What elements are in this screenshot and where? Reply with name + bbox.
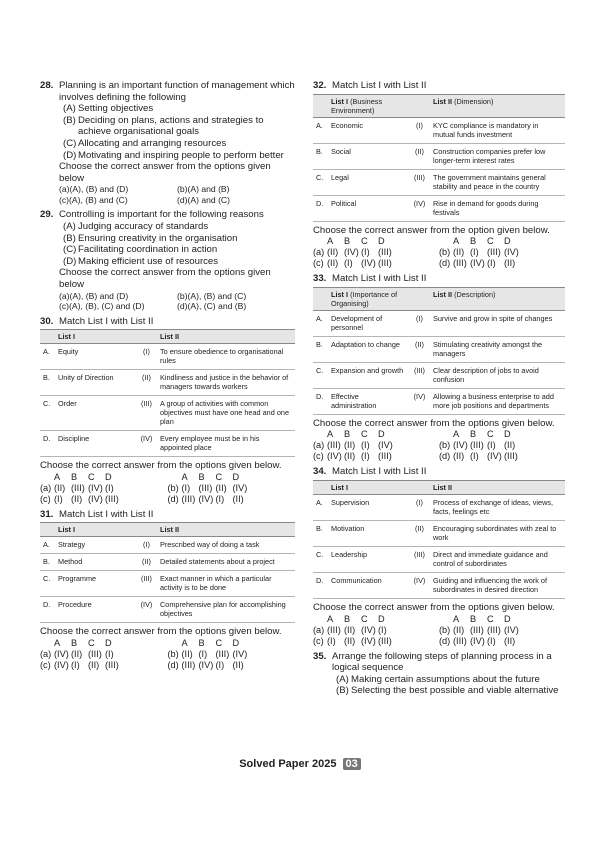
- question-35: [313, 651, 565, 697]
- table-row: A. Economic (I) KYC compliance is mandatory in mutual funds investment: [313, 117, 565, 143]
- statement: (D) Making efficient use of resources: [63, 255, 219, 267]
- list-2-header: List II: [157, 523, 295, 537]
- question-number: 32.: [313, 80, 327, 91]
- table-row: B. Social (II) Construction companies prefer low longer-term interest rates: [313, 143, 565, 169]
- answer-option-a: (a)(A), (B) and (D): [59, 290, 129, 301]
- question-34: [313, 466, 565, 646]
- answer-options: [59, 184, 295, 205]
- table-row: C. Leadership (III) Direct and immediate guidance and control of subordinates: [313, 546, 565, 572]
- match-table: [40, 522, 295, 623]
- question-29: [40, 209, 295, 311]
- instruction: Choose the correct answer from the options given below.: [40, 626, 282, 638]
- question-number: 30.: [40, 315, 54, 327]
- table-row: D. Communication (IV) Guiding and influencing the work of subordinates in desired direction: [313, 572, 565, 598]
- answer-column: A B C D (a) (II) (IV) (I) (III) (c) (II) (I) (IV) (III): [313, 236, 392, 269]
- answer-options: [59, 291, 295, 312]
- instruction: Choose the correct answer from the option given below.: [313, 224, 550, 236]
- statement: (B) Deciding on plans, actions and strategies to achieve organisational goals: [63, 114, 264, 138]
- instruction: Choose the correct answer from the options given below.: [313, 417, 555, 429]
- question-text: Planning is an important function of management which involves defining the following: [59, 80, 295, 103]
- table-header: [40, 330, 295, 344]
- question-number: 35.: [313, 650, 327, 662]
- answer-column: A B C D (b) (II) (III) (III) (IV) (d) (III) (IV) (I) (II): [439, 613, 519, 646]
- instruction: Choose the correct answer from the options given below: [59, 161, 271, 184]
- answer-column: A B C D (a) (III) (II) (IV) (I) (c) (I) (II) (IV) (III): [313, 613, 392, 646]
- table-row: A. Supervision (I) Process of exchange of ideas, views, facts, feelings etc: [313, 494, 565, 520]
- list-2-header: List II: [157, 330, 295, 344]
- table-row: D. Political (IV) Rise in demand for goods during festivals: [313, 195, 565, 221]
- table-row: C. Order (III) A group of activities with common objectives must have one head and one plan: [40, 396, 295, 431]
- table-row: B. Motivation (II) Encouraging subordinates with zeal to work: [313, 520, 565, 546]
- answer-option-c: (c)(A), (B), (C) and (D): [59, 301, 145, 311]
- list-1-header: List I: [55, 330, 136, 344]
- table-row: C. Legal (III) The government maintains general stability and peace in the country: [313, 169, 565, 195]
- question-number: 29.: [40, 209, 54, 221]
- table-row: B. Unity of Direction (II) Kindliness and justice in the behavior of managers towards workers: [40, 370, 295, 396]
- list-2-header: List II: [430, 480, 565, 494]
- statement-list: [332, 674, 565, 697]
- question-text: Match List I with List II: [332, 466, 427, 478]
- answer-option-b: (b)(A), (B) and (C): [177, 290, 247, 301]
- left-column: [40, 80, 295, 675]
- table-row: C. Programme (III) Exact manner in which a particular activity is to be done: [40, 571, 295, 597]
- answer-option-d: (d)(A) and (C): [177, 194, 231, 205]
- question-31: [40, 509, 295, 671]
- statement-list: [59, 103, 295, 161]
- statement: (D) Motivating and inspiring people to perform better: [63, 149, 284, 161]
- question-number: 34.: [313, 466, 327, 478]
- footer-label: Solved Paper 2025: [239, 758, 337, 770]
- answer-option-b: (b)(A) and (B): [177, 184, 230, 195]
- match-table: [313, 94, 565, 222]
- answer-option-a: (a)(A), (B) and (D): [59, 184, 129, 195]
- instruction: Choose the correct answer from the options given below: [59, 267, 271, 290]
- statement: (B) Ensuring creativity in the organisation: [63, 232, 238, 244]
- answer-column: A B C D (a) (II) (III) (IV) (I) (c) (I) (II) (IV) (III): [40, 471, 119, 504]
- question-32: [313, 80, 565, 269]
- table-row: D. Effective administration (IV) Allowing a business enterprise to add more job positions and departments: [313, 388, 565, 414]
- table-header: [313, 480, 565, 494]
- table-row: B. Adaptation to change (II) Stimulating creativity amongst the managers: [313, 336, 565, 362]
- answer-option-d: (d)(A), (C) and (B): [177, 301, 247, 311]
- instruction: Choose the correct answer from the options given below.: [313, 601, 555, 613]
- instruction: Choose the correct answer from the options given below.: [40, 460, 282, 472]
- answer-column: A B C D (b) (II) (I) (III) (IV) (d) (III) (IV) (I) (II): [167, 637, 248, 670]
- list-1-header: List I: [328, 480, 409, 494]
- question-number: 28.: [40, 80, 54, 91]
- statement-list: [59, 221, 295, 267]
- list-1-header: List I (Business Environment): [328, 94, 409, 117]
- table-row: A. Strategy (I) Prescribed way of doing a task: [40, 537, 295, 554]
- table-row: D. Discipline (IV) Every employee must be in his appointed place: [40, 431, 295, 457]
- table-row: C. Expansion and growth (III) Clear description of jobs to avoid confusion: [313, 362, 565, 388]
- statement: (A) Setting objectives: [63, 103, 154, 115]
- statement: (A) Making certain assumptions about the future: [336, 673, 540, 685]
- table-row: A. Equity (I) To ensure obedience to organisational rules: [40, 344, 295, 370]
- question-30: [40, 316, 295, 505]
- statement: (B) Selecting the best possible and viable alternative: [336, 685, 559, 697]
- question-33: [313, 273, 565, 462]
- table-row: D. Procedure (IV) Comprehensive plan for accomplishing objectives: [40, 597, 295, 623]
- answer-option-c: (c)(A), (B) and (C): [59, 194, 128, 205]
- right-column: [313, 80, 565, 701]
- list-2-header: List II (Dimension): [430, 94, 565, 117]
- match-table: [313, 480, 565, 599]
- list-1-header: List I: [55, 523, 136, 537]
- page-footer: [0, 758, 600, 770]
- statement: (C) Facilitating coordination in action: [63, 244, 218, 256]
- question-text: Match List I with List II: [59, 508, 154, 520]
- question-text: Match List I with List II: [332, 80, 427, 91]
- match-table: [40, 329, 295, 457]
- question-text: Match List I with List II: [332, 273, 427, 285]
- answer-grid: [40, 638, 295, 671]
- table-header: [40, 523, 295, 537]
- table-header: [313, 287, 565, 310]
- table-row: A. Development of personnel (I) Survive and grow in spite of changes: [313, 310, 565, 336]
- question-number: 33.: [313, 273, 327, 285]
- answer-grid: [313, 429, 565, 462]
- answer-column: A B C D (b) (I) (III) (II) (IV) (d) (III) (IV) (I) (II): [167, 471, 248, 504]
- question-28: [40, 80, 295, 205]
- table-header: [313, 94, 565, 117]
- answer-grid: [40, 472, 295, 505]
- question-text: Arrange the following steps of planning process in a logical sequence: [332, 650, 552, 674]
- answer-column: A B C D (b) (IV) (III) (I) (II) (d) (II) (I) (IV) (III): [439, 429, 518, 462]
- page-number-badge: 03: [343, 758, 361, 770]
- answer-grid: [313, 236, 565, 269]
- answer-column: A B C D (a) (III) (II) (I) (IV) (c) (IV) (II) (I) (III): [313, 429, 393, 462]
- statement: (A) Judging accuracy of standards: [63, 220, 209, 232]
- list-1-header: List I (Importance of Organising): [328, 287, 409, 310]
- match-table: [313, 287, 565, 415]
- question-text: Match List I with List II: [59, 315, 154, 327]
- question-number: 31.: [40, 508, 54, 520]
- question-text: Controlling is important for the following reasons: [59, 209, 264, 221]
- answer-column: A B C D (b) (II) (I) (III) (IV) (d) (III) (IV) (I) (II): [439, 236, 519, 269]
- answer-grid: [313, 614, 565, 647]
- list-2-header: List II (Description): [430, 287, 565, 310]
- table-row: B. Method (II) Detailed statements about a project: [40, 554, 295, 571]
- statement: (C) Allocating and arranging resources: [63, 137, 227, 149]
- answer-column: A B C D (a) (IV) (II) (III) (I) (c) (IV) (I) (II) (III): [40, 637, 119, 670]
